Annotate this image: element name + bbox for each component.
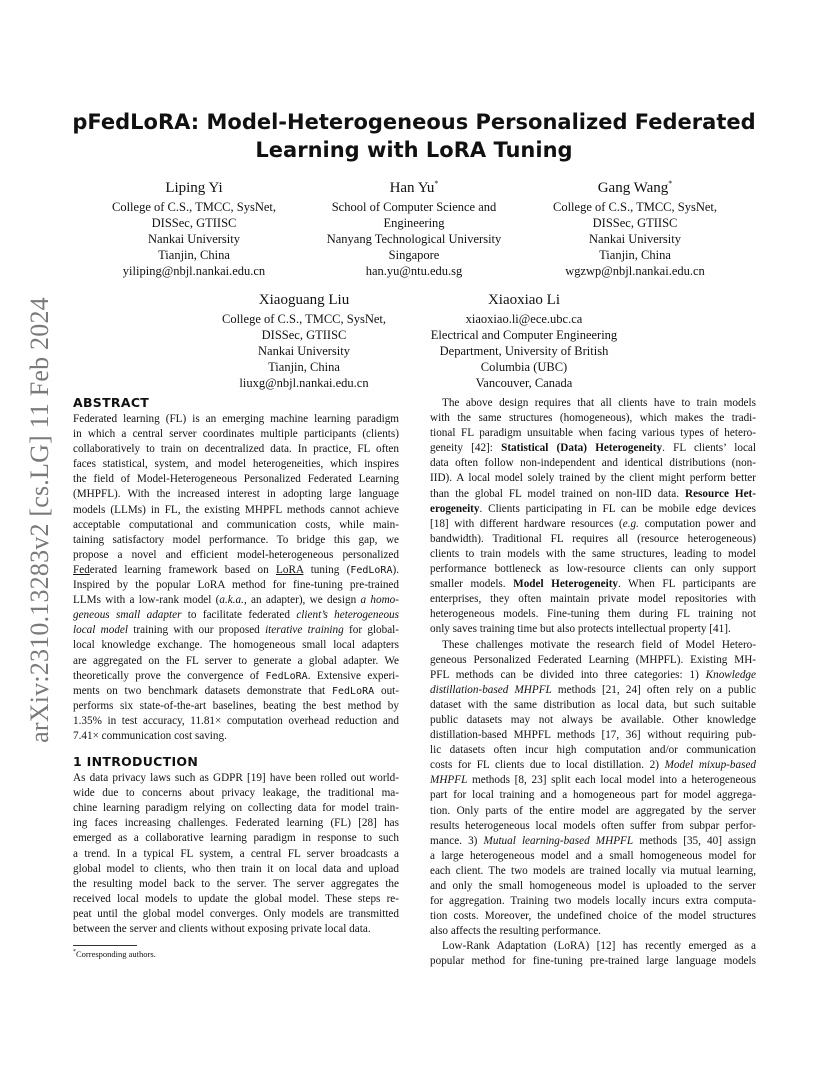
intro-line: the resulting model back to the server. The server aggregates the [73,877,399,890]
author-email: liuxg@nbjl.nankai.edu.cn [239,376,369,390]
text-line: PFL methods can be divided into three categories: 1) Knowledge [430,668,756,681]
author-email: han.yu@ntu.edu.sg [365,264,463,278]
text-line: than the global FL model trained on non-IID data. Resource Het- [430,487,757,500]
author-name: Xiaoguang Liu [258,292,350,308]
text-line: geneity [42]: Statistical (Data) Heterogeneity. FL clients’ local [430,442,756,455]
text-line: tion. Only parts of the entire model are aggregated by the server [430,804,756,817]
author-block [96,174,292,279]
author-affiliation: DISSec, GTIISC [592,216,678,230]
text-line: and only the small homogeneous model is uploaded to the server [430,880,756,892]
text-line: with the same structures (homogeneous), which makes the tradi- [430,412,756,425]
abstract-line: collaboratively to train on decentralized data. In practice, FL often [73,443,399,456]
abstract-line: faces statistical, system, and model heterogeneities, which inspires [73,458,399,471]
author-email: xiaoxiao.li@ece.ubc.ca [465,312,583,326]
text-line: data often follow non-independent and identical distributions (non- [430,457,756,470]
intro-line: chine learning paradigm relying on collecting data for model train- [73,802,399,815]
text-line: IID). A local model solely trained by the client might perform better [430,472,756,485]
text-line: The above design requires that all clients have to train models [442,397,756,409]
arxiv-stamp: arXiv:2310.13283v2 [cs.LG] 11 Feb 2024 [25,297,55,743]
author-affiliation: Engineering [383,216,445,230]
intro-line: As data privacy laws such as GDPR [19] have been rolled out world- [73,772,399,785]
right-column [430,396,756,970]
abstract-line: models (LLMs) in FL, the existing MHPFL methods cannot achieve [73,503,399,516]
text-line: only saves training time but also protects intellectual property [41]. [430,623,731,636]
author-affiliation: Nanyang Technological University [326,232,502,246]
intro-line: emerged as a collaborative learning paradigm in response to such [73,832,399,845]
author-location: Tianjin, China [158,248,230,262]
text-line: public datasets may not always be available. Other knowledge [430,713,756,726]
text-line: clients to train models with the same structures, leading to model [430,547,756,560]
abstract-line: Federated learning (FL) is an emerging machine learning paradigm [73,413,399,425]
abstract-line: taining satisfactory model performance. To bridge this gap, we [73,533,399,546]
paragraph [430,638,756,940]
abstract-line: LLMs with a low-rank model (a.k.a., an adapter), we design a homo- [73,594,399,607]
text-line: results heterogeneous local models often suffer from subpar perfor- [430,819,756,832]
abstract-line: local model training with our proposed iterative training for global- [73,624,400,637]
intro-line: peat until the global model converges. Only models are transmitted [73,907,399,920]
introduction-heading: 1 INTRODUCTION [73,754,199,770]
text-line: part for local training and a homogeneous part for model aggrega- [430,789,756,802]
text-line: dataset with the same distribution as local data, but such suitable [430,698,756,711]
author-location: Tianjin, China [599,248,671,262]
text-line: smaller models. Model Heterogeneity. When FL participants are [430,578,757,591]
author-affiliation: DISSec, GTIISC [151,216,237,230]
intro-line: received local models to update the global model. These steps re- [73,892,399,905]
abstract-line: acceptable computational and communication costs, while main- [73,518,399,531]
author-affiliation: College of C.S., TMCC, SysNet, [552,200,718,214]
text-line: mance. 3) Mutual learning-based MHPFL methods [35, 40] assign [430,834,757,847]
paragraph [430,939,756,969]
author-affiliation: Columbia (UBC) [480,360,568,374]
title-line: Learning with LoRA Tuning [255,138,573,162]
author-email: wgzwp@nbjl.nankai.edu.cn [565,264,705,278]
author-affiliation: Nankai University [589,232,681,246]
abstract-heading: ABSTRACT [73,395,150,410]
text-line: performance bottleneck as low-resource clients can only support [430,563,756,576]
text-line: also affects the resulting performance. [430,925,601,938]
author-block [310,174,518,279]
author-name: Liping Yi [165,180,223,196]
text-line: for aggregation. Training two models locally incurs extra computa- [430,895,756,908]
text-line: MHPFL methods [8, 23] split each local model into a heterogeneous [430,774,757,787]
text-line: distillation-based MHPFL methods [17, 36] without requiring pub- [430,729,756,742]
title-line: pFedLoRA: Model-Heterogeneous Personalized Federated [72,110,756,134]
text-line: heterogeneous models. Fine-tuning them during FL training not [430,608,756,621]
text-line: tion costs. Moreover, the undefined choice of the model structures [430,910,756,923]
paper-title [0,108,828,164]
abstract-line: theoretically prove the convergence of FedLoRA. Extensive experi- [73,669,400,682]
abstract-line: propose a novel and efficient model-heterogeneous personalized [73,548,399,561]
text-line: erogeneity. Clients participating in FL can be mobile edge devices [430,502,756,515]
introduction-body [73,771,399,937]
footnote-rule [73,945,137,946]
intro-line: global model to clients, who then train it on local data and upload [73,862,399,875]
intro-line: wide due to concerns about privacy leakage, the traditional ma- [73,787,399,800]
author-location: Singapore [388,248,440,262]
text-line: costs for FL clients due to local distillation. 2) Model mixup-based [430,759,756,772]
text-line: distillation-based MHPFL methods [21, 24] often rely on a public [430,683,757,696]
author-affiliation: Electrical and Computer Engineering [430,328,618,342]
author-name: Xiaoxiao Li [487,292,561,308]
abstract-line: geneous small adapter to facilitate federated client’s heterogeneous [73,609,399,622]
left-column [73,394,399,937]
text-line: each client. The two models are trained locally via mutual learning, [430,864,756,877]
intro-line: ing faces increasing challenges. Federated learning (FL) [28] has [73,817,399,830]
footnote: *Corresponding authors. [73,949,156,959]
author-block [537,174,733,279]
abstract-line: in which a central server coordinates multiple participants (clients) [73,428,399,441]
text-line: These challenges motivate the research field of Model Hetero- [442,638,756,651]
abstract-line: 7.41× communication cost saving. [73,729,227,742]
author-location: Vancouver, Canada [475,376,573,390]
text-line: enterprises, they often maintain private model repositories with [430,593,756,606]
author-affiliation: College of C.S., TMCC, SysNet, [221,312,387,326]
text-line: bandwidth). Traditional FL requires all (resource heterogeneous) [430,532,756,545]
author-block [206,286,402,391]
abstract-line: ments on two benchmark datasets demonstrate that FedLoRA out- [73,684,400,697]
text-line: lic datasets often incur high computation and/or communication [430,744,756,757]
abstract-line: 1.35% in test accuracy, 11.81× computation overhead reduction and [73,714,399,727]
text-line: popular method for fine-tuning pre-trained large language models [430,955,756,968]
abstract-line: the field of Model-Heterogeneous Personalized Federated Learning [73,473,399,486]
intro-line: a trend. In a typical FL system, a central FL server broadcasts a [73,847,399,860]
author-location: Tianjin, China [268,360,340,374]
text-line: tional FL paradigm unsuitable when facing various types of hetero- [430,427,756,440]
abstract-line: Inspired by the popular LoRA method for fine-tuning pre-trained [73,579,399,592]
text-line: Low-Rank Adaptation (LoRA) [12] has recently emerged as a [442,940,756,953]
author-name: Han Yu* [389,179,439,196]
abstract-line: (MHPFL). With the increased interest in adopting large language [73,488,399,501]
abstract-line: performs six state-of-the-art baselines, beating the best method by [73,699,399,712]
author-affiliation: Nankai University [258,344,350,358]
author-affiliation: College of C.S., TMCC, SysNet, [111,200,277,214]
abstract-line: local knowledge exchange. The homogeneous small local adapters [73,639,399,652]
author-block [414,286,634,391]
text-line: a large heterogeneous model and a small homogeneous model for [430,849,756,862]
paragraph [430,396,756,638]
abstract-line: Federated learning framework based on LoRA tuning (FedLoRA). [73,563,400,576]
author-email: yiliping@nbjl.nankai.edu.cn [122,264,266,278]
author-affiliation: Department, University of British [439,344,609,358]
intro-line: between the server and clients without exposing private local data. [73,923,371,935]
abstract-body [73,412,399,744]
author-affiliation: Nankai University [148,232,240,246]
text-line: [18] with different hardware resources (e.g. computation power and [430,517,756,530]
abstract-line: are aggregated on the FL server to generate a global adapter. We [73,654,399,667]
author-affiliation: DISSec, GTIISC [261,328,347,342]
author-affiliation: School of Computer Science and [331,200,497,214]
text-line: geneous Personalized Federated Learning (MHPFL). Existing MH- [430,653,756,666]
author-name: Gang Wang* [597,179,673,196]
